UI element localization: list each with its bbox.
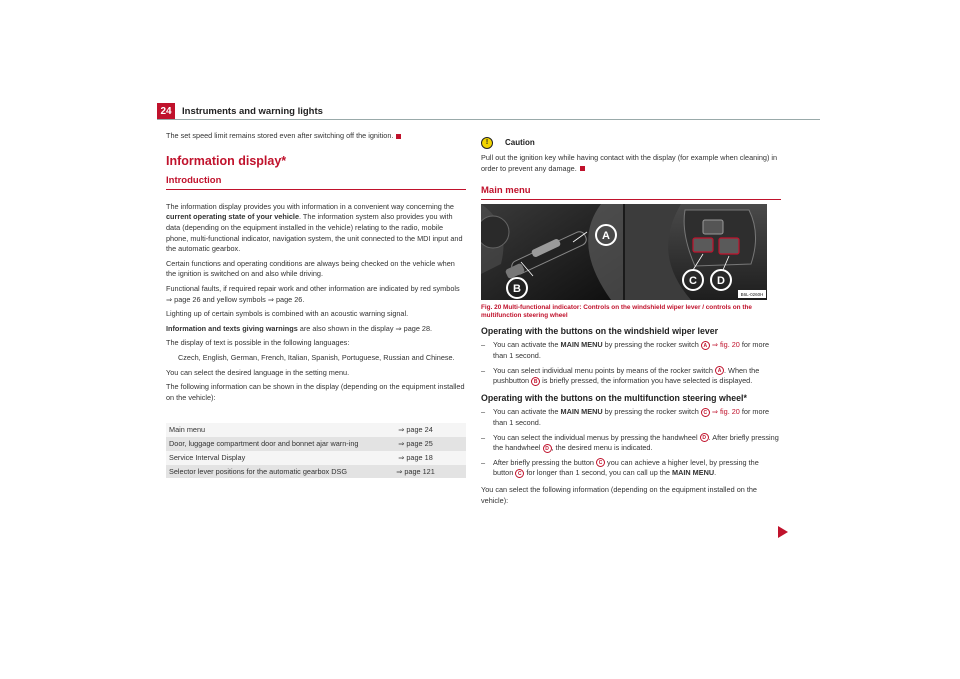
paragraph-7: You can select the desired language in the setting menu. xyxy=(166,367,350,377)
badge-icon: C xyxy=(596,458,605,467)
caution-label: Caution xyxy=(505,137,535,147)
caution-icon: ! xyxy=(481,137,493,149)
windshield-lever-heading: Operating with the buttons on the windshield wiper lever xyxy=(481,325,719,336)
paragraph-4: Lighting up of certain symbols is combined with an acoustic warning signal. xyxy=(166,309,409,319)
callout-a: A xyxy=(602,229,610,242)
table-cell-label: Main menu xyxy=(166,423,365,437)
display-info-table xyxy=(166,423,466,478)
intro-line: The set speed limit remains stored even after switching off the ignition. xyxy=(166,131,466,142)
caution-box xyxy=(481,137,781,149)
table-cell-label: Service Interval Display xyxy=(166,451,365,465)
badge-icon: A xyxy=(701,341,710,350)
badge-icon: C xyxy=(701,408,710,417)
paragraph-2: Certain functions and operating conditions are always being checked on the vehicle when the ignition is switched on and also while driving. xyxy=(166,258,455,279)
figure-controls xyxy=(481,204,767,300)
list-item: – After briefly pressing the button C you can achieve a higher level, by pressing the button C for longer than 1 second, you can call up the MAIN MENU. xyxy=(481,458,781,479)
table-row xyxy=(166,465,466,479)
button-c xyxy=(693,238,713,252)
subsection-heading: Introduction xyxy=(166,175,222,187)
paragraph-3: Functional faults, if required repair work and other information are indicated by red symbols ⇒ page 26 and yellow symbols ⇒ page 26. xyxy=(166,283,460,304)
paragraph-1: The information display provides you with information in a convenient way concerning the current operating state of your vehicle. The information system also provides you with data (depending on the equipment installed in the vehicle) relating to the radio, mobile phone, multi-functional indicator, navigation system, the unit connected to the MDI input and the automatic gearbox. xyxy=(166,201,463,254)
table-cell-label: Door, luggage compartment door and bonnet ajar warn-ing xyxy=(166,437,365,451)
list-item: – You can select individual menu points by means of the rocker switch A . When the pushbutton B is briefly pressed, the information you have selected is displayed. xyxy=(481,366,781,387)
badge-icon: B xyxy=(531,377,540,386)
table-row xyxy=(166,423,466,437)
steering-wheel-list xyxy=(481,407,781,479)
page-number: 24 xyxy=(157,103,175,120)
list-item: – You can activate the MAIN MENU by pressing the rocker switch C ⇒ fig. 20 for more than 1 second. xyxy=(481,407,781,428)
right-column xyxy=(481,137,781,510)
table-cell-ref[interactable]: ⇒ page 24 xyxy=(365,423,466,437)
table-cell-ref[interactable]: ⇒ page 121 xyxy=(365,465,466,479)
controls-illustration xyxy=(481,204,767,300)
figure-code: B6L-0260H xyxy=(740,291,764,297)
badge-icon: C xyxy=(515,469,524,478)
paragraph-6: The display of text is possible in the following languages: xyxy=(166,338,350,348)
callout-b: B xyxy=(513,282,521,295)
table-row xyxy=(166,451,466,465)
header-divider xyxy=(157,119,820,120)
section-heading: Information display* xyxy=(166,153,287,168)
paragraph-5: Information and texts giving warnings are also shown in the display ⇒ page 28. xyxy=(166,323,433,333)
list-item: – You can activate the MAIN MENU by pressing the rocker switch A ⇒ fig. 20 for more than 1 second. xyxy=(481,340,781,361)
heading-rule xyxy=(481,199,781,200)
windshield-lever-list xyxy=(481,340,781,386)
steering-wheel-heading: Operating with the buttons on the multifunction steering wheel* xyxy=(481,392,747,403)
figure-link[interactable]: ⇒ fig. 20 xyxy=(709,407,740,417)
paragraph-8: The following information can be shown in the display (depending on the equipment installed on the vehicle): xyxy=(166,382,465,402)
badge-icon: A xyxy=(715,366,724,375)
closing-paragraph: You can select the following information (depending on the equipment installed on the vehicle): xyxy=(481,484,757,505)
table-cell-label: Selector lever positions for the automatic gearbox DSG xyxy=(166,465,365,479)
table-row xyxy=(166,437,466,451)
end-mark-icon xyxy=(580,166,585,171)
end-mark-icon xyxy=(396,134,401,139)
left-column xyxy=(166,131,466,478)
figure-caption: Fig. 20 Multi-functional indicator: Controls on the windshield wiper lever / controls on the multifunction steering wheel xyxy=(481,303,752,319)
figure-link[interactable]: ⇒ fig. 20 xyxy=(709,340,740,350)
next-page-arrow-icon[interactable] xyxy=(778,526,788,538)
table-cell-ref[interactable]: ⇒ page 25 xyxy=(365,437,466,451)
chapter-title: Instruments and warning lights xyxy=(182,106,323,117)
caution-text: Pull out the ignition key while having contact with the display (for example when cleaning) in order to prevent any damage. xyxy=(481,153,778,173)
main-menu-heading: Main menu xyxy=(481,185,531,197)
subheading-rule xyxy=(166,189,466,190)
table-cell-ref[interactable]: ⇒ page 18 xyxy=(365,451,466,465)
languages-list: Czech, English, German, French, Italian, Spanish, Portuguese, Russian and Chinese. xyxy=(178,352,455,362)
badge-icon: D xyxy=(543,444,552,453)
wheel-d xyxy=(719,238,739,254)
badge-icon: D xyxy=(700,433,709,442)
callout-c: C xyxy=(689,274,697,287)
list-item: – You can select the individual menus by pressing the handwheel D . After briefly pressing the handwheel D , the desired menu is indicated. xyxy=(481,433,781,454)
callout-d: D xyxy=(717,274,725,287)
